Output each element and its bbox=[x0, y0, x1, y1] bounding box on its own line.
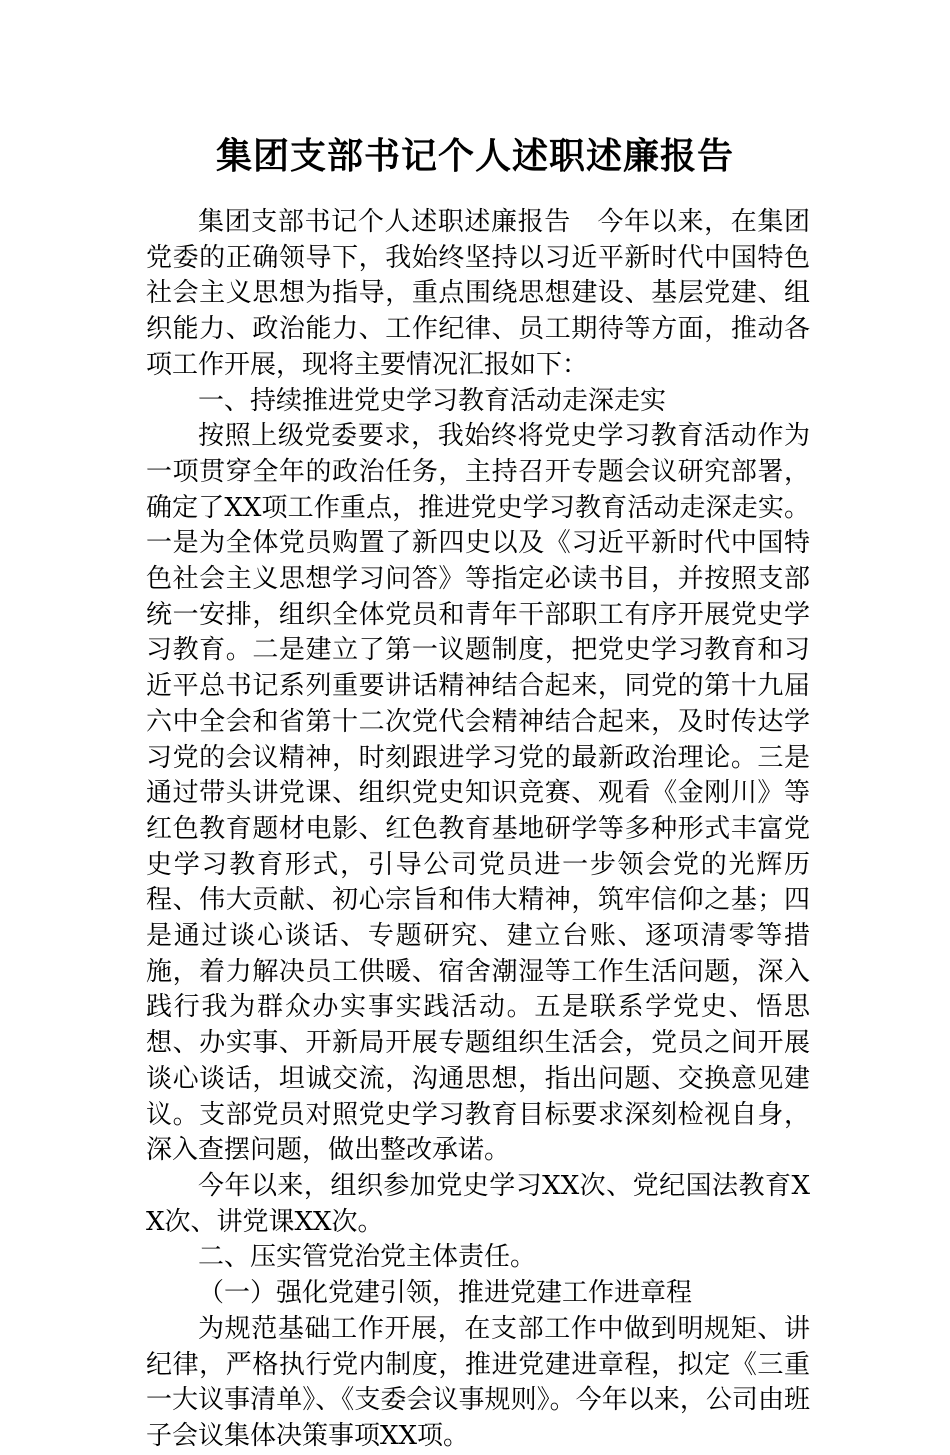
paragraph-intro: 集团支部书记个人述职述廉报告 今年以来，在集团党委的正确领导下，我始终坚持以习近平新时代中国特色社会主义思想为指导，重点围绕思想建设、基层党建、组织能力、政治能力、工作纪律、员工期待等方面，推动各项工作开展，现将主要情况汇报如下： bbox=[146, 207, 810, 380]
paragraph-regulations: 为规范基础工作开展，在支部工作中做到明规矩、讲纪律，严格执行党内制度，推进党建进章程，拟定《三重一大议事清单》、《支委会议事规则》。今年以来，公司由班子会议集体决策事项XX项。 bbox=[146, 1313, 810, 1451]
document-body bbox=[146, 205, 810, 1455]
subsection-heading-1: （一）强化党建引领，推进党建工作进章程 bbox=[198, 1278, 693, 1309]
paragraph-party-history: 按照上级党委要求，我始终将党史学习教育活动作为一项贯穿全年的政治任务，主持召开专题会议研究部署，确定了XX项工作重点，推进党史学习教育活动走深走实。一是为全体党员购置了新四史以及《习近平新时代中国特色社会主义思想学习问答》等指定必读书目，并按照支部统一安排，组织全体党员和青年干部职工有序开展党史学习教育。二是建立了第一议题制度，把党史学习教育和习近平总书记系列重要讲话精神结合起来，同党的第十九届六中全会和省第十二次党代会精神结合起来，及时传达学习党的会议精神，时刻跟进学习党的最新政治理论。三是通过带头讲党课、组织党史知识竞赛、观看《金刚川》等红色教育题材电影、红色教育基地研学等多种形式丰富党史学习教育形式，引导公司党员进一步领会党的光辉历程、伟大贡献、初心宗旨和伟大精神，筑牢信仰之基；四是通过谈心谈话、专题研究、建立台账、逐项清零等措施，着力解决员工供暖、宿舍潮湿等工作生活问题，深入践行我为群众办实事实践活动。五是联系学党史、悟思想、办实事、开新局开展专题组织生活会，党员之间开展谈心谈话，坦诚交流，沟通思想，指出问题、交换意见建议。支部党员对照党史学习教育目标要求深刻检视自身，深入查摆问题，做出整改承诺。 bbox=[146, 421, 810, 1166]
section-heading-2: 二、压实管党治党主体责任。 bbox=[198, 1242, 537, 1273]
paragraph-statistics: 今年以来，组织参加党史学习XX次、党纪国法教育XX次、讲党课XX次。 bbox=[146, 1170, 810, 1237]
section-heading-1: 一、持续推进党史学习教育活动走深走实 bbox=[198, 385, 667, 416]
document-title: 集团支部书记个人述职述廉报告 bbox=[215, 135, 734, 177]
